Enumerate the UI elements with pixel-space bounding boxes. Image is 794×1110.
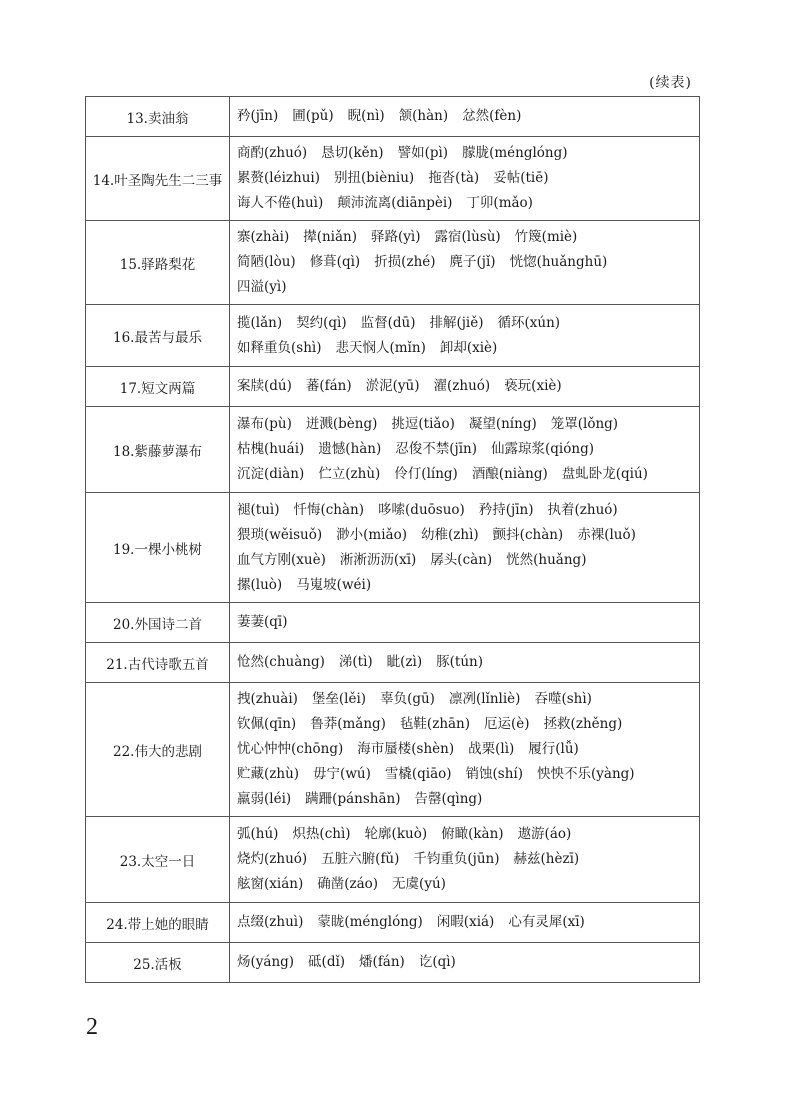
vocab-word: 别扭(bièniu) xyxy=(333,170,415,186)
vocab-word: 忿然(fèn) xyxy=(462,108,522,124)
vocab-line xyxy=(237,166,693,191)
vocab-word: 恳切(kěn) xyxy=(321,145,384,161)
vocab-word: 挑逗(tiǎo) xyxy=(391,416,455,432)
vocab-word: 战栗(lì) xyxy=(468,741,515,757)
vocab-word: 遨游(áo) xyxy=(517,826,572,842)
vocab-word: 鲁莽(mǎng) xyxy=(310,716,386,732)
vocab-word: 圃(pǔ) xyxy=(292,108,334,124)
vocab-word: 累赘(léizhui) xyxy=(237,170,320,186)
lesson-row xyxy=(86,643,700,683)
vocab-word: 伶仃(líng) xyxy=(394,466,458,482)
vocab-word: 血气方刚(xuè) xyxy=(237,551,326,568)
vocab-word: 萋萋(qī) xyxy=(237,614,288,630)
vocab-word: 案牍(dú) xyxy=(237,378,292,394)
vocab-word: 豚(tún) xyxy=(436,654,483,670)
vocab-word: 燔(fán) xyxy=(359,954,405,970)
vocabulary-table-body xyxy=(86,97,700,983)
lesson-title: 19.一棵小桃树 xyxy=(86,493,230,603)
vocab-word: 摞(luò) xyxy=(237,576,283,593)
vocab-word: 遗憾(hàn) xyxy=(318,441,382,457)
vocab-word: 点缀(zhuì) xyxy=(237,914,304,930)
vocab-word: 无虞(yú) xyxy=(392,876,446,892)
vocab-word: 驿路(yì) xyxy=(371,229,421,245)
vocab-cell xyxy=(230,137,700,221)
vocab-word: 矜(jīn) xyxy=(237,108,279,124)
vocab-word: 寨(zhài) xyxy=(237,229,290,245)
vocab-word: 恍惚(huǎnghū) xyxy=(509,254,608,270)
lesson-row xyxy=(86,97,700,137)
vocab-word: 撵(niǎn) xyxy=(303,229,358,245)
vocab-word: 朦胧(ménglóng) xyxy=(462,145,568,161)
vocab-word: 瀑布(pù) xyxy=(237,416,292,432)
vocab-cell xyxy=(230,683,700,817)
lesson-title: 23.太空一日 xyxy=(86,817,230,903)
vocabulary-table xyxy=(85,96,700,983)
lesson-title: 20.外国诗二首 xyxy=(86,603,230,643)
vocab-word: 露宿(lùsù) xyxy=(434,229,501,245)
vocab-line xyxy=(237,311,693,336)
vocab-cell xyxy=(230,603,700,643)
lesson-title: 16.最苦与最乐 xyxy=(86,305,230,367)
lesson-title: 15.驿路梨花 xyxy=(86,221,230,305)
lesson-title: 24.带上她的眼睛 xyxy=(86,903,230,943)
vocab-word: 濯(zhuó) xyxy=(433,378,491,394)
vocab-cell xyxy=(230,493,700,603)
vocab-line xyxy=(237,610,693,635)
lesson-row xyxy=(86,221,700,305)
vocab-word: 履行(lǚ) xyxy=(528,741,579,757)
lesson-title: 17.短文两篇 xyxy=(86,367,230,407)
vocab-word: 循环(xún) xyxy=(497,314,561,331)
vocab-line xyxy=(237,712,693,737)
vocab-word: 亵玩(xiè) xyxy=(504,378,562,394)
vocab-word: 拖沓(tà) xyxy=(428,170,480,186)
vocab-word: 羸弱(léi) xyxy=(237,791,292,807)
vocab-word: 堡垒(lěi) xyxy=(311,691,367,707)
vocab-word: 监督(dū) xyxy=(360,314,416,331)
vocab-word: 睨(nì) xyxy=(347,108,385,124)
vocab-word: 涕(tì) xyxy=(338,654,373,670)
vocab-word: 盘虬卧龙(qiú) xyxy=(561,466,648,482)
vocab-word: 雪橇(qiāo) xyxy=(384,766,452,782)
vocab-word: 契约(qì) xyxy=(296,314,347,331)
vocab-word: 矜持(jīn) xyxy=(478,501,534,518)
vocab-cell xyxy=(230,817,700,903)
vocab-word: 颔(hàn) xyxy=(398,108,449,124)
vocab-word: 沉淀(diàn) xyxy=(237,466,305,482)
vocab-line xyxy=(237,374,693,399)
vocab-line xyxy=(237,250,693,275)
vocab-line xyxy=(237,275,693,300)
vocab-word: 确凿(záo) xyxy=(317,876,379,892)
vocab-word: 毡鞋(zhān) xyxy=(399,716,471,732)
vocab-line xyxy=(237,141,693,166)
lesson-title: 25.活板 xyxy=(86,943,230,983)
vocab-word: 伫立(zhù) xyxy=(318,466,381,482)
vocab-word: 淅淅沥沥(xī) xyxy=(339,551,417,568)
vocab-cell xyxy=(230,367,700,407)
vocab-cell xyxy=(230,97,700,137)
vocab-line xyxy=(237,822,693,847)
vocab-word: 揽(lǎn) xyxy=(237,314,283,331)
vocab-line xyxy=(237,762,693,787)
page-number: 2 xyxy=(86,1014,98,1040)
vocab-word: 枯槐(huái) xyxy=(237,441,305,457)
lesson-row xyxy=(86,817,700,903)
vocab-word: 俯瞰(kàn) xyxy=(441,826,504,842)
vocab-word: 简陋(lòu) xyxy=(237,254,296,270)
vocab-word: 厄运(è) xyxy=(484,716,530,732)
vocab-word: 贮藏(zhù) xyxy=(237,766,300,782)
vocab-line xyxy=(237,225,693,250)
vocab-cell xyxy=(230,903,700,943)
vocab-word: 烧灼(zhuó) xyxy=(237,851,308,867)
lesson-row xyxy=(86,493,700,603)
vocab-word: 辜负(gū) xyxy=(380,691,435,707)
vocab-cell xyxy=(230,943,700,983)
vocab-line xyxy=(237,687,693,712)
vocab-word: 炽热(chì) xyxy=(292,826,351,842)
vocab-word: 笼罩(lǒng) xyxy=(550,416,619,432)
vocab-line xyxy=(237,787,693,812)
vocab-word: 悲天悯人(mǐn) xyxy=(335,339,426,356)
vocab-word: 四溢(yì) xyxy=(237,279,287,295)
vocab-word: 凝望(níng) xyxy=(468,416,537,432)
vocab-word: 千钧重负(jūn) xyxy=(413,851,500,867)
vocab-word: 讫(qì) xyxy=(418,954,456,970)
vocab-word: 商酌(zhuó) xyxy=(237,145,308,161)
continued-label: (续表) xyxy=(649,75,692,91)
vocab-line xyxy=(237,462,693,487)
vocab-word: 毋宁(wú) xyxy=(313,766,371,782)
vocab-line xyxy=(237,104,693,129)
vocab-line xyxy=(237,950,693,975)
lesson-row xyxy=(86,137,700,221)
vocab-word: 仙露琼浆(qióng) xyxy=(491,441,594,457)
vocab-word: 酒酿(niàng) xyxy=(471,466,548,482)
vocab-word: 迸溅(bèng) xyxy=(305,416,378,432)
vocab-word: 修葺(qì) xyxy=(309,254,361,270)
vocab-word: 忏悔(chàn) xyxy=(293,501,365,518)
vocab-line xyxy=(237,437,693,462)
vocab-word: 颠沛流离(diānpèi) xyxy=(337,195,453,211)
vocab-word: 如释重负(shì) xyxy=(237,339,322,356)
vocab-word: 砥(dǐ) xyxy=(308,954,346,970)
vocab-word: 执着(zhuó) xyxy=(547,501,618,518)
vocab-word: 哆嗦(duōsuo) xyxy=(378,501,465,518)
vocab-word: 钦佩(qīn) xyxy=(237,716,297,732)
vocab-word: 销蚀(shí) xyxy=(465,766,523,782)
vocab-cell xyxy=(230,407,700,493)
vocab-word: 告罄(qìng) xyxy=(414,791,483,807)
lesson-row xyxy=(86,305,700,367)
lesson-row xyxy=(86,903,700,943)
vocab-word: 丁卯(mǎo) xyxy=(466,195,533,211)
vocab-word: 闲暇(xiá) xyxy=(436,914,495,930)
vocab-word: 拽(zhuài) xyxy=(237,691,298,707)
lesson-title: 22.伟大的悲剧 xyxy=(86,683,230,817)
vocab-word: 卸却(xiè) xyxy=(439,339,498,356)
vocab-word: 忧心忡忡(chōng) xyxy=(237,741,344,757)
vocab-word: 蕃(fán) xyxy=(305,378,352,394)
lesson-title: 14.叶圣陶先生二三事 xyxy=(86,137,230,221)
lesson-title: 21.古代诗歌五首 xyxy=(86,643,230,683)
vocab-word: 褪(tuì) xyxy=(237,501,280,518)
vocab-word: 马嵬坡(wéi) xyxy=(296,576,372,593)
vocab-word: 孱头(càn) xyxy=(430,551,493,568)
vocab-word: 排解(jiě) xyxy=(429,314,484,331)
vocab-word: 炀(yáng) xyxy=(237,954,295,970)
vocab-word: 蹒跚(pánshān) xyxy=(305,791,401,807)
vocab-word: 弧(hú) xyxy=(237,826,279,842)
vocab-word: 吞噬(shì) xyxy=(534,691,592,707)
vocab-word: 舷窗(xián) xyxy=(237,876,304,892)
lesson-row xyxy=(86,683,700,817)
vocab-word: 拯救(zhěng) xyxy=(543,716,623,732)
vocab-word: 幼稚(zhì) xyxy=(421,526,479,543)
lesson-row xyxy=(86,603,700,643)
vocab-word: 折损(zhé) xyxy=(374,254,436,270)
vocab-word: 淤泥(yū) xyxy=(365,378,420,394)
vocab-line xyxy=(237,412,693,437)
vocab-word: 譬如(pì) xyxy=(397,145,449,161)
vocab-word: 轮廓(kuò) xyxy=(364,826,428,842)
vocab-word: 赤裸(luǒ) xyxy=(577,526,636,543)
vocab-line xyxy=(237,737,693,762)
vocab-cell xyxy=(230,221,700,305)
vocab-word: 眦(zì) xyxy=(386,654,423,670)
vocab-cell xyxy=(230,305,700,367)
vocab-word: 诲人不倦(huì) xyxy=(237,195,324,211)
vocab-line xyxy=(237,548,693,573)
vocab-word: 忍俊不禁(jīn) xyxy=(395,441,478,457)
vocab-line xyxy=(237,650,693,675)
vocab-word: 五脏六腑(fǔ) xyxy=(321,851,400,867)
lesson-row xyxy=(86,407,700,493)
vocab-word: 凛冽(lǐnliè) xyxy=(448,691,521,707)
vocab-word: 恍然(huǎng) xyxy=(506,551,587,568)
vocab-word: 妥帖(tiē) xyxy=(493,170,549,186)
lesson-title: 18.紫藤萝瀑布 xyxy=(86,407,230,493)
vocab-line xyxy=(237,573,693,598)
vocab-word: 心有灵犀(xī) xyxy=(508,914,585,930)
vocab-word: 怆然(chuàng) xyxy=(237,654,325,670)
vocab-cell xyxy=(230,643,700,683)
vocab-line xyxy=(237,523,693,548)
vocab-word: 竹篾(miè) xyxy=(514,229,578,245)
vocab-word: 海市蜃楼(shèn) xyxy=(357,741,455,757)
vocab-line xyxy=(237,336,693,361)
lesson-row xyxy=(86,367,700,407)
lesson-title: 13.卖油翁 xyxy=(86,97,230,137)
vocab-line xyxy=(237,910,693,935)
vocab-word: 蒙眬(ménglóng) xyxy=(317,914,423,930)
vocab-word: 颤抖(chàn) xyxy=(492,526,564,543)
lesson-row xyxy=(86,943,700,983)
vocab-word: 怏怏不乐(yàng) xyxy=(537,766,635,782)
vocab-line xyxy=(237,872,693,897)
vocab-word: 赫兹(hèzī) xyxy=(513,851,580,867)
vocab-line xyxy=(237,498,693,523)
vocab-word: 麂子(jǐ) xyxy=(449,254,496,270)
vocab-line xyxy=(237,191,693,216)
vocab-line xyxy=(237,847,693,872)
vocab-word: 猥琐(wěisuǒ) xyxy=(237,526,323,543)
vocab-word: 渺小(miǎo) xyxy=(336,526,407,543)
